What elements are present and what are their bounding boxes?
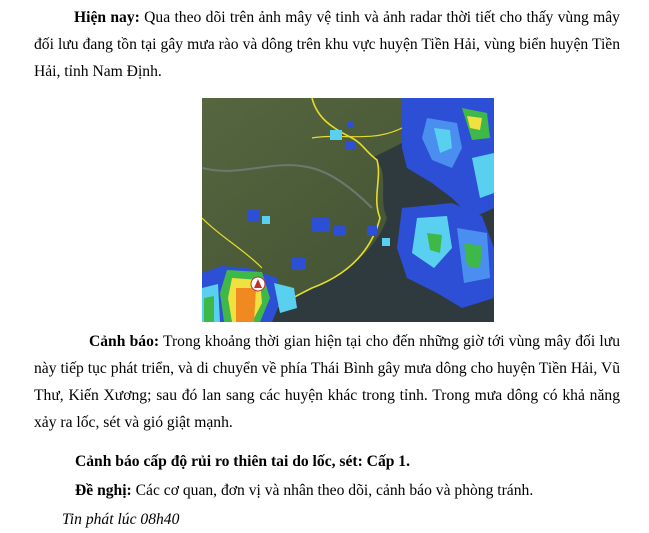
text-current: Qua theo dõi trên ảnh mây vệ tinh và ảnh radar thời tiết cho thấy vùng mây đối lưu đang tồn tại gây mưa rào và dông trên khu vực huyện Tiền Hải, vùng biển huyện Tiền Hải, tỉnh Nam Định. xyxy=(34,9,620,80)
risk-level-line: Cảnh báo cấp độ rủi ro thiên tai do lốc, sét: Cấp 1. xyxy=(75,453,411,470)
label-warning: Cảnh báo: xyxy=(89,333,160,350)
radar-satellite-image xyxy=(202,98,494,322)
label-recommend: Đề nghị: xyxy=(75,482,132,499)
paragraph-current-status xyxy=(34,4,620,85)
label-current: Hiện nay: xyxy=(74,9,140,26)
paragraph-warning xyxy=(34,328,620,436)
text-warning: Trong khoảng thời gian hiện tại cho đến những giờ tới vùng mây đối lưu này tiếp tục phát triển, và di chuyển về phía Thái Bình gây mưa dông cho huyện Tiền Hải, Vũ Thư, Kiến Xương; sau đó lan sang các huyện khác trong tỉnh. Trong mưa dông có khả năng xảy ra lốc, sét và gió giật mạnh. xyxy=(34,333,620,431)
issued-time: Tin phát lúc 08h40 xyxy=(62,511,180,528)
text-recommend: Các cơ quan, đơn vị và nhân theo dõi, cảnh báo và phòng tránh. xyxy=(131,482,534,499)
recommendation-line xyxy=(75,477,533,504)
